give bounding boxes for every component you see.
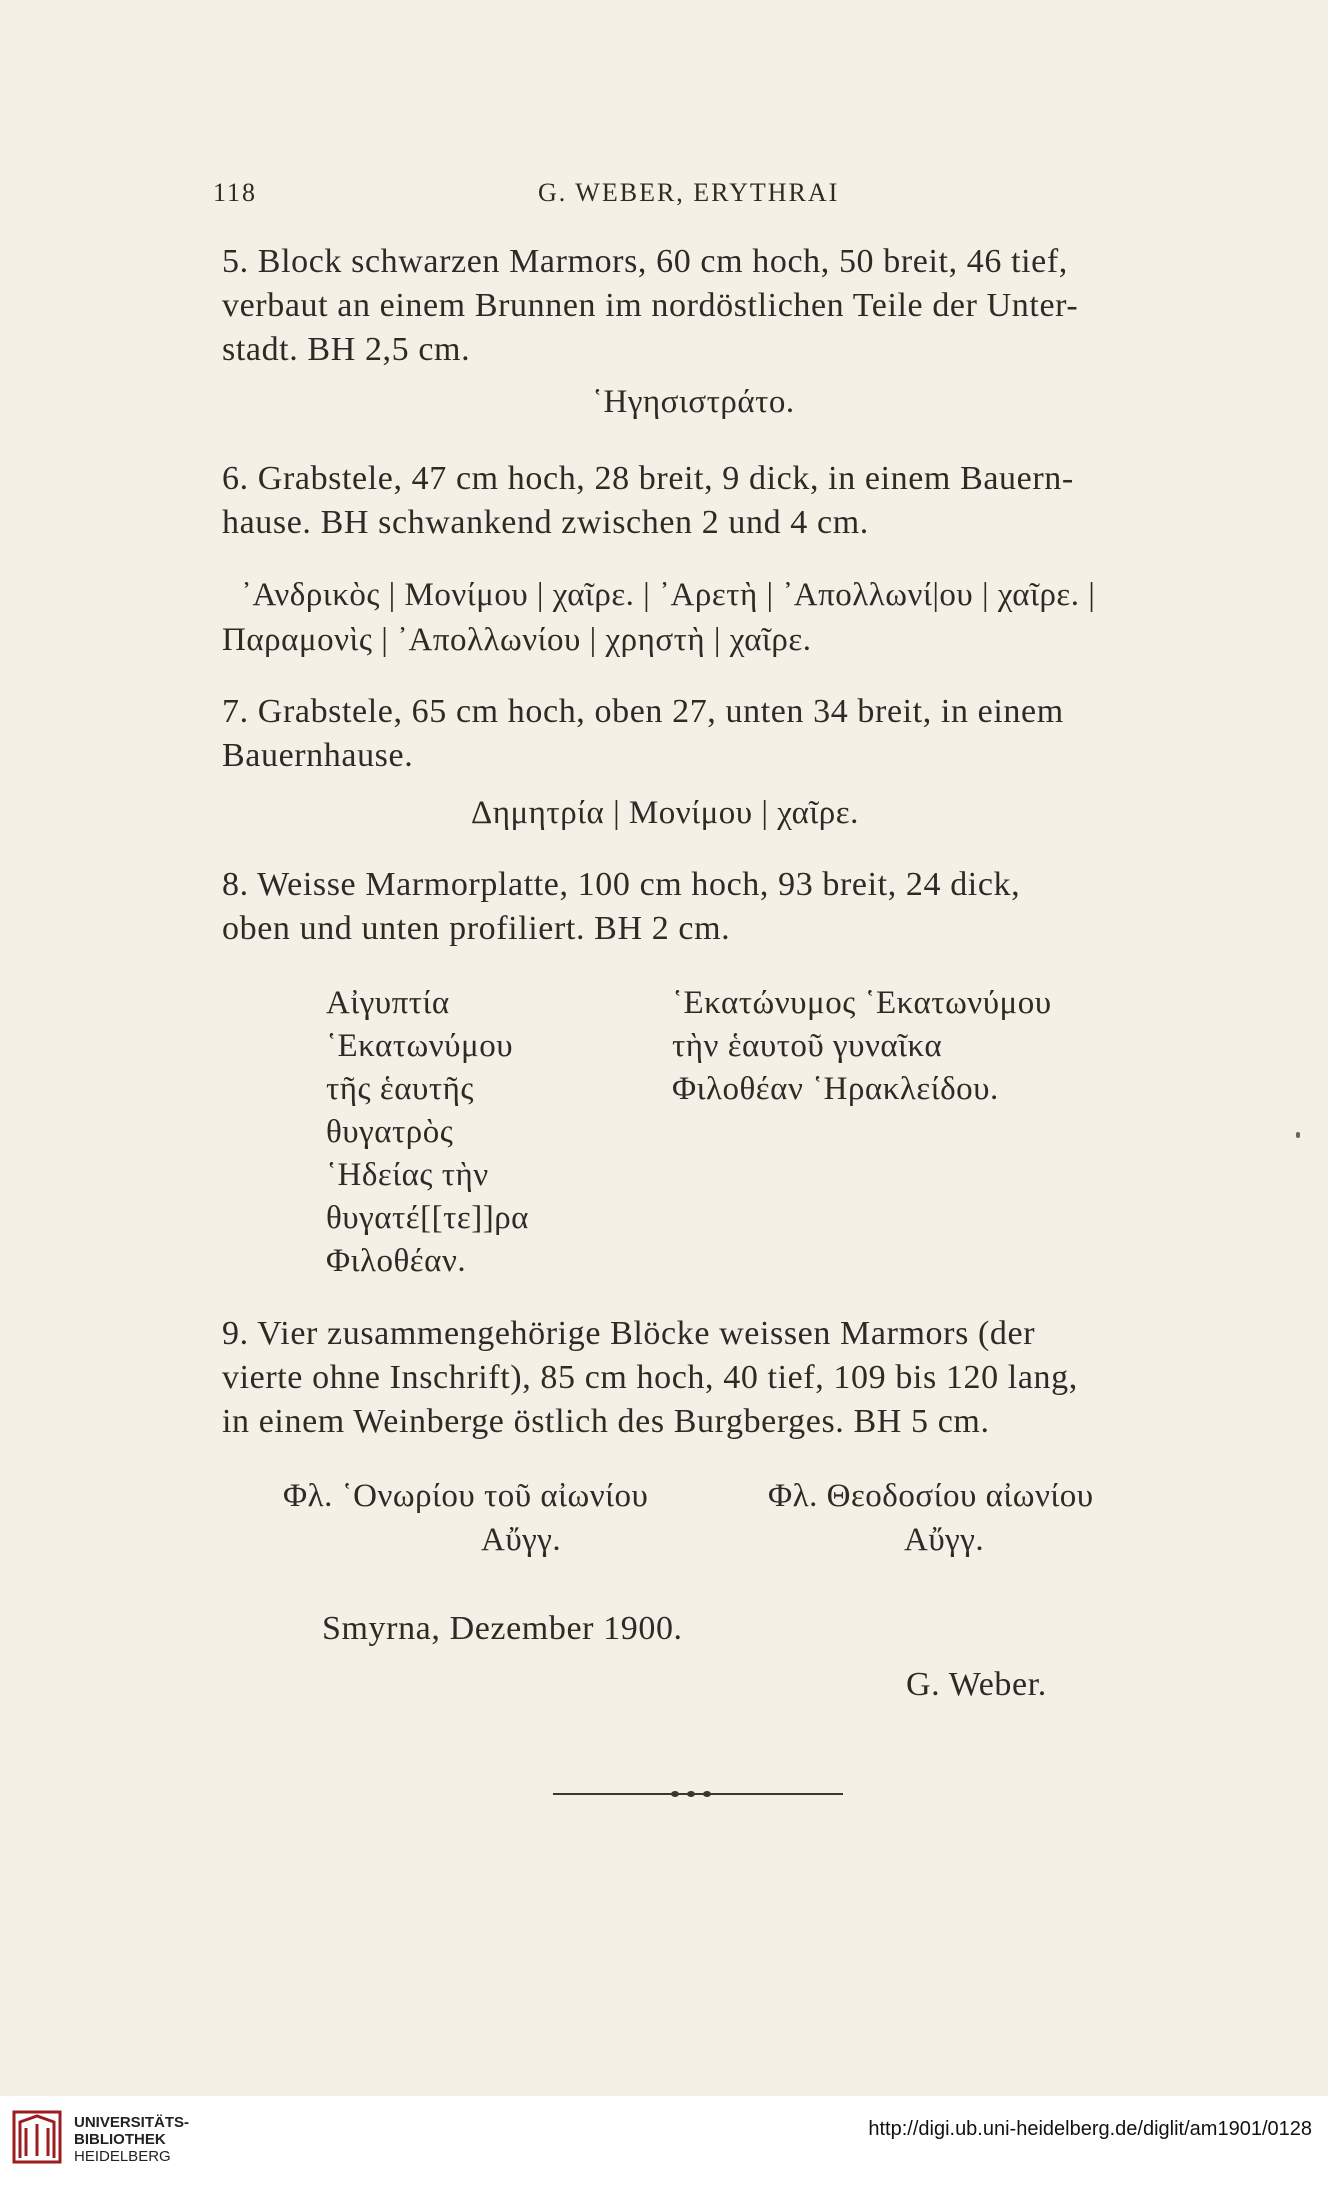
- running-title: G. WEBER, ERYTHRAI: [538, 178, 840, 207]
- library-name: [74, 2114, 189, 2165]
- signature: G. Weber.: [906, 1666, 1047, 1703]
- divider-ornament-dot: [671, 1791, 679, 1797]
- entry-9-line: 9. Vier zusammengehörige Blöcke weissen Marmors (der: [222, 1315, 1036, 1352]
- entry-9-line: vierte ohne Inschrift), 85 cm hoch, 40 tief, 109 bis 120 lang,: [222, 1359, 1078, 1396]
- entry-9-line: in einem Weinberge östlich des Burgberges. BH 5 cm.: [222, 1403, 990, 1440]
- page-number: 118: [213, 178, 258, 207]
- library-name-line: UNIVERSITÄTS-: [74, 2114, 190, 2131]
- entry-9-left-inscription: Φλ. ῾Ονωρίου τοῦ αἰωνίου: [283, 1478, 649, 1514]
- divider-ornament-dot: [687, 1791, 695, 1797]
- library-name-line: BIBLIOTHEK: [74, 2131, 166, 2148]
- entry-5-line: verbaut an einem Brunnen im nordöstlichen Teile der Unter-: [222, 287, 1079, 324]
- place-date: Smyrna, Dezember 1900.: [322, 1610, 683, 1647]
- entry-5-line: 5. Block schwarzen Marmors, 60 cm hoch, 50 breit, 46 tief,: [222, 243, 1068, 280]
- entry-9-left-inscription: Αὔγγ.: [481, 1522, 562, 1558]
- entry-5-line: stadt. BH 2,5 cm.: [222, 331, 471, 368]
- entry-8-left-line: θυγατέ[[τε]]ρα: [326, 1200, 529, 1236]
- entry-7-line: Bauernhause.: [222, 737, 414, 774]
- entry-8-left-line: ῾Ηδείας τὴν: [326, 1157, 489, 1193]
- entry-9-right-inscription: Αὔγγ.: [904, 1522, 985, 1558]
- library-name-line: HEIDELBERG: [74, 2148, 171, 2165]
- entry-8-right-line: τὴν ἑαυτοῦ γυναῖκα: [672, 1028, 943, 1064]
- entry-8-line: oben und unten profiliert. BH 2 cm.: [222, 910, 731, 947]
- entry-6-inscription-line: ᾿Ανδρικὸς | Μονίμου | χαῖρε. | ᾿Αρετὴ | ᾿Απολλωνί|ου | χαῖρε. |: [241, 577, 1096, 613]
- entry-7-line: 7. Grabstele, 65 cm hoch, oben 27, unten 34 breit, in einem: [222, 693, 1064, 730]
- entry-6-line: hause. BH schwankend zwischen 2 und 4 cm.: [222, 504, 869, 541]
- entry-7-inscription: Δημητρία | Μονίμου | χαῖρε.: [471, 795, 859, 831]
- entry-8-left-line: τῆς ἑαυτῆς: [326, 1071, 474, 1107]
- entry-6-inscription-line: Παραμονὶς | ᾿Απολλωνίου | χρηστὴ | χαῖρε.: [222, 622, 812, 658]
- footer-bar: [0, 2096, 1328, 2186]
- entry-8-left-line: Φιλοθέαν.: [326, 1243, 467, 1279]
- entry-9-right-inscription: Φλ. Θεοδοσίου αἰωνίου: [768, 1478, 1094, 1514]
- entry-8-left-line: ῾Εκατωνύμου: [326, 1028, 514, 1064]
- divider-ornament-dot: [703, 1791, 711, 1797]
- entry-8-right-line: Φιλοθέαν ῾Ηρακλείδου.: [672, 1071, 999, 1107]
- margin-speck: [1296, 1132, 1300, 1138]
- entry-5-inscription: ῾Ηγησιστράτο.: [592, 384, 795, 420]
- source-url-link[interactable]: http://digi.ub.uni-heidelberg.de/diglit/am1901/0128: [868, 2118, 1312, 2140]
- entry-6-line: 6. Grabstele, 47 cm hoch, 28 breit, 9 dick, in einem Bauern-: [222, 460, 1074, 497]
- divider-rule: [553, 1793, 843, 1795]
- entry-8-left-line: θυγατρὸς: [326, 1114, 454, 1150]
- entry-8-left-line: Αἰγυπτία: [326, 985, 450, 1021]
- entry-8-right-line: ῾Εκατώνυμος ῾Εκατωνύμου: [672, 985, 1052, 1021]
- entry-8-line: 8. Weisse Marmorplatte, 100 cm hoch, 93 breit, 24 dick,: [222, 866, 1021, 903]
- library-logo-icon: [12, 2108, 62, 2168]
